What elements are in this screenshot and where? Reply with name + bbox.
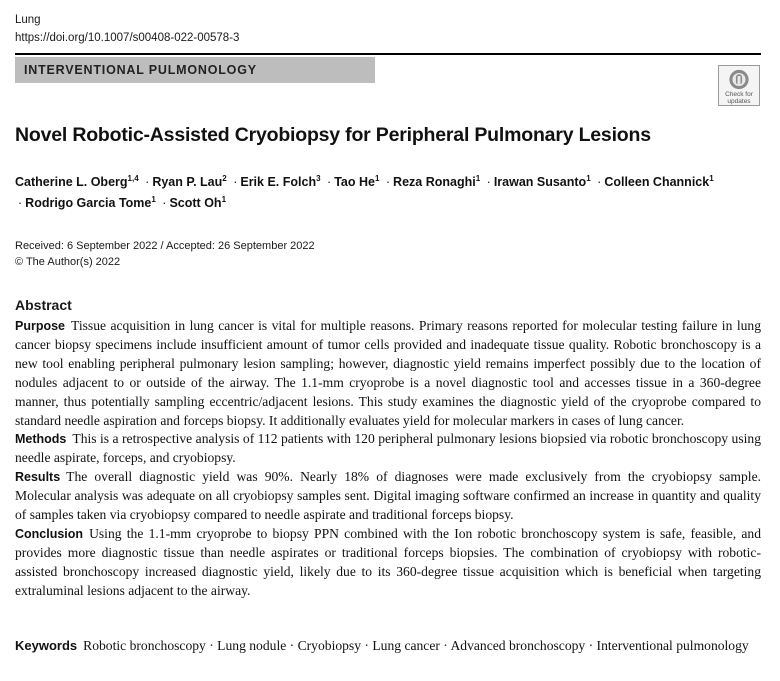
abstract-conclusion — [15, 525, 761, 601]
author-separator: · — [162, 196, 167, 210]
keywords-label: Keywords — [15, 638, 78, 653]
keywords-text: Robotic bronchoscopy · Lung nodule · Cryobiopsy · Lung cancer · Advanced bronchoscopy · Interventional pulmonology — [83, 638, 749, 653]
author-name: Irawan Susanto — [493, 175, 587, 189]
author[interactable] — [393, 175, 480, 189]
doi-link[interactable]: https://doi.org/10.1007/s00408-022-00578-3 — [15, 32, 240, 44]
check-for-updates-badge[interactable] — [718, 65, 760, 106]
abstract-purpose — [15, 317, 761, 430]
author-name: Rodrigo Garcia Tome — [25, 196, 152, 210]
author-separator: · — [18, 196, 23, 210]
author-name: Colleen Channick — [604, 175, 710, 189]
author[interactable] — [169, 196, 226, 210]
author-list — [15, 172, 765, 214]
author-affiliation: 3 — [316, 174, 321, 183]
section-label: Results — [15, 470, 61, 485]
author-affiliation: 1 — [221, 195, 227, 204]
badge-label-line2: updates — [727, 98, 751, 105]
author-affiliation: 1 — [151, 195, 156, 204]
author-name: Scott Oh — [169, 196, 222, 210]
author[interactable] — [152, 175, 226, 189]
author-affiliation: 1 — [709, 174, 714, 183]
article-title: Novel Robotic-Assisted Cryobiopsy for Peripheral Pulmonary Lesions — [15, 124, 651, 146]
author-affiliation: 1 — [586, 174, 591, 183]
section-text: This is a retrospective analysis of 112 patients with 120 peripheral pulmonary lesions biopsied via robotic bronchoscopy using needle aspirate, forceps, and cryobiopsy. — [15, 431, 761, 466]
received-accepted-dates: Received: 6 September 2022 / Accepted: 26 September 2022 — [15, 240, 315, 252]
section-text: Tissue acquisition in lung cancer is vital for multiple reasons. Primary reasons reported for molecular testing failure in lung cancer biopsy specimens include insufficient amount of tumor cells provided and inadequate tissue quality. Robotic bronchoscopy is a new tool enabling peripheral pulmonary lesion sampling; however, diagnostic yield remains imperfect possibly due to the location of nodules adjacent to or outside of the airway. The 1.1-mm cryoprobe is a novel diagnostic tool and accesses tissue in a 360-degree manner, thus potentially sampling eccentric/adjacent lesions. This study examines the diagnostic yield of the cryoprobe compared to standard needle aspiration and forceps biopsy. It additionally evaluates yield for molecular markers in cases of lung cancer. — [15, 318, 761, 428]
author[interactable] — [15, 175, 139, 189]
author-separator: · — [145, 175, 150, 189]
author-name: Catherine L. Oberg — [15, 175, 128, 189]
section-label: Conclusion — [15, 526, 84, 541]
section-label: Purpose — [15, 319, 66, 333]
abstract-results — [15, 468, 761, 525]
badge-label-line1: Check for — [725, 91, 753, 98]
author[interactable] — [240, 175, 320, 189]
keywords-block — [15, 636, 761, 655]
section-text: The overall diagnostic yield was 90%. Nearly 18% of diagnoses were made exclusively from the cryobiopsy sample. Molecular analysis was adequate on all cryobiopsy samples sent. Digital imaging software confirmed an increase in quantity and quality of samples taken via cryobiopsy compared to needle aspirate and traditional forceps biopsy. — [15, 469, 761, 523]
abstract-body — [15, 317, 761, 601]
author-name: Erik E. Folch — [240, 175, 317, 189]
author-affiliation: 1 — [475, 174, 481, 183]
section-text: Using the 1.1-mm cryoprobe to biopsy PPN combined with the Ion robotic bronchoscopy system is safe, feasible, and provides more diagnostic tissue than needle aspirates or traditional forceps biopsies. The combination of cryobiopsy with robotic-assisted bronchoscopy increased diagnostic yield, likely due to its 360-degree tissue acquisition which is beneficial when targeting extraluminal lesions adjacent to the airway. — [15, 525, 761, 598]
author[interactable] — [25, 196, 156, 210]
author-separator: · — [327, 175, 332, 189]
author-name: Tao He — [334, 175, 375, 189]
check-for-updates-icon — [727, 69, 751, 90]
section-label: Methods — [15, 432, 67, 447]
author-separator: · — [486, 175, 491, 189]
author[interactable] — [334, 175, 379, 189]
journal-name: Lung — [15, 14, 41, 26]
author-separator: · — [597, 175, 602, 189]
copyright-line: © The Author(s) 2022 — [15, 256, 121, 268]
author[interactable] — [494, 175, 591, 189]
author-affiliation: 1 — [374, 174, 380, 183]
author-name: Reza Ronaghi — [393, 175, 476, 189]
header-rule — [15, 53, 761, 55]
author-name: Ryan P. Lau — [152, 175, 223, 189]
article-category: INTERVENTIONAL PULMONOLOGY — [15, 57, 375, 83]
badge-label — [725, 91, 753, 105]
author-affiliation: 1,4 — [127, 174, 139, 183]
abstract-heading: Abstract — [15, 297, 72, 313]
author-affiliation: 2 — [222, 174, 227, 183]
author[interactable] — [604, 175, 713, 189]
abstract-methods — [15, 430, 761, 468]
author-separator: · — [385, 175, 391, 189]
author-separator: · — [233, 175, 238, 189]
